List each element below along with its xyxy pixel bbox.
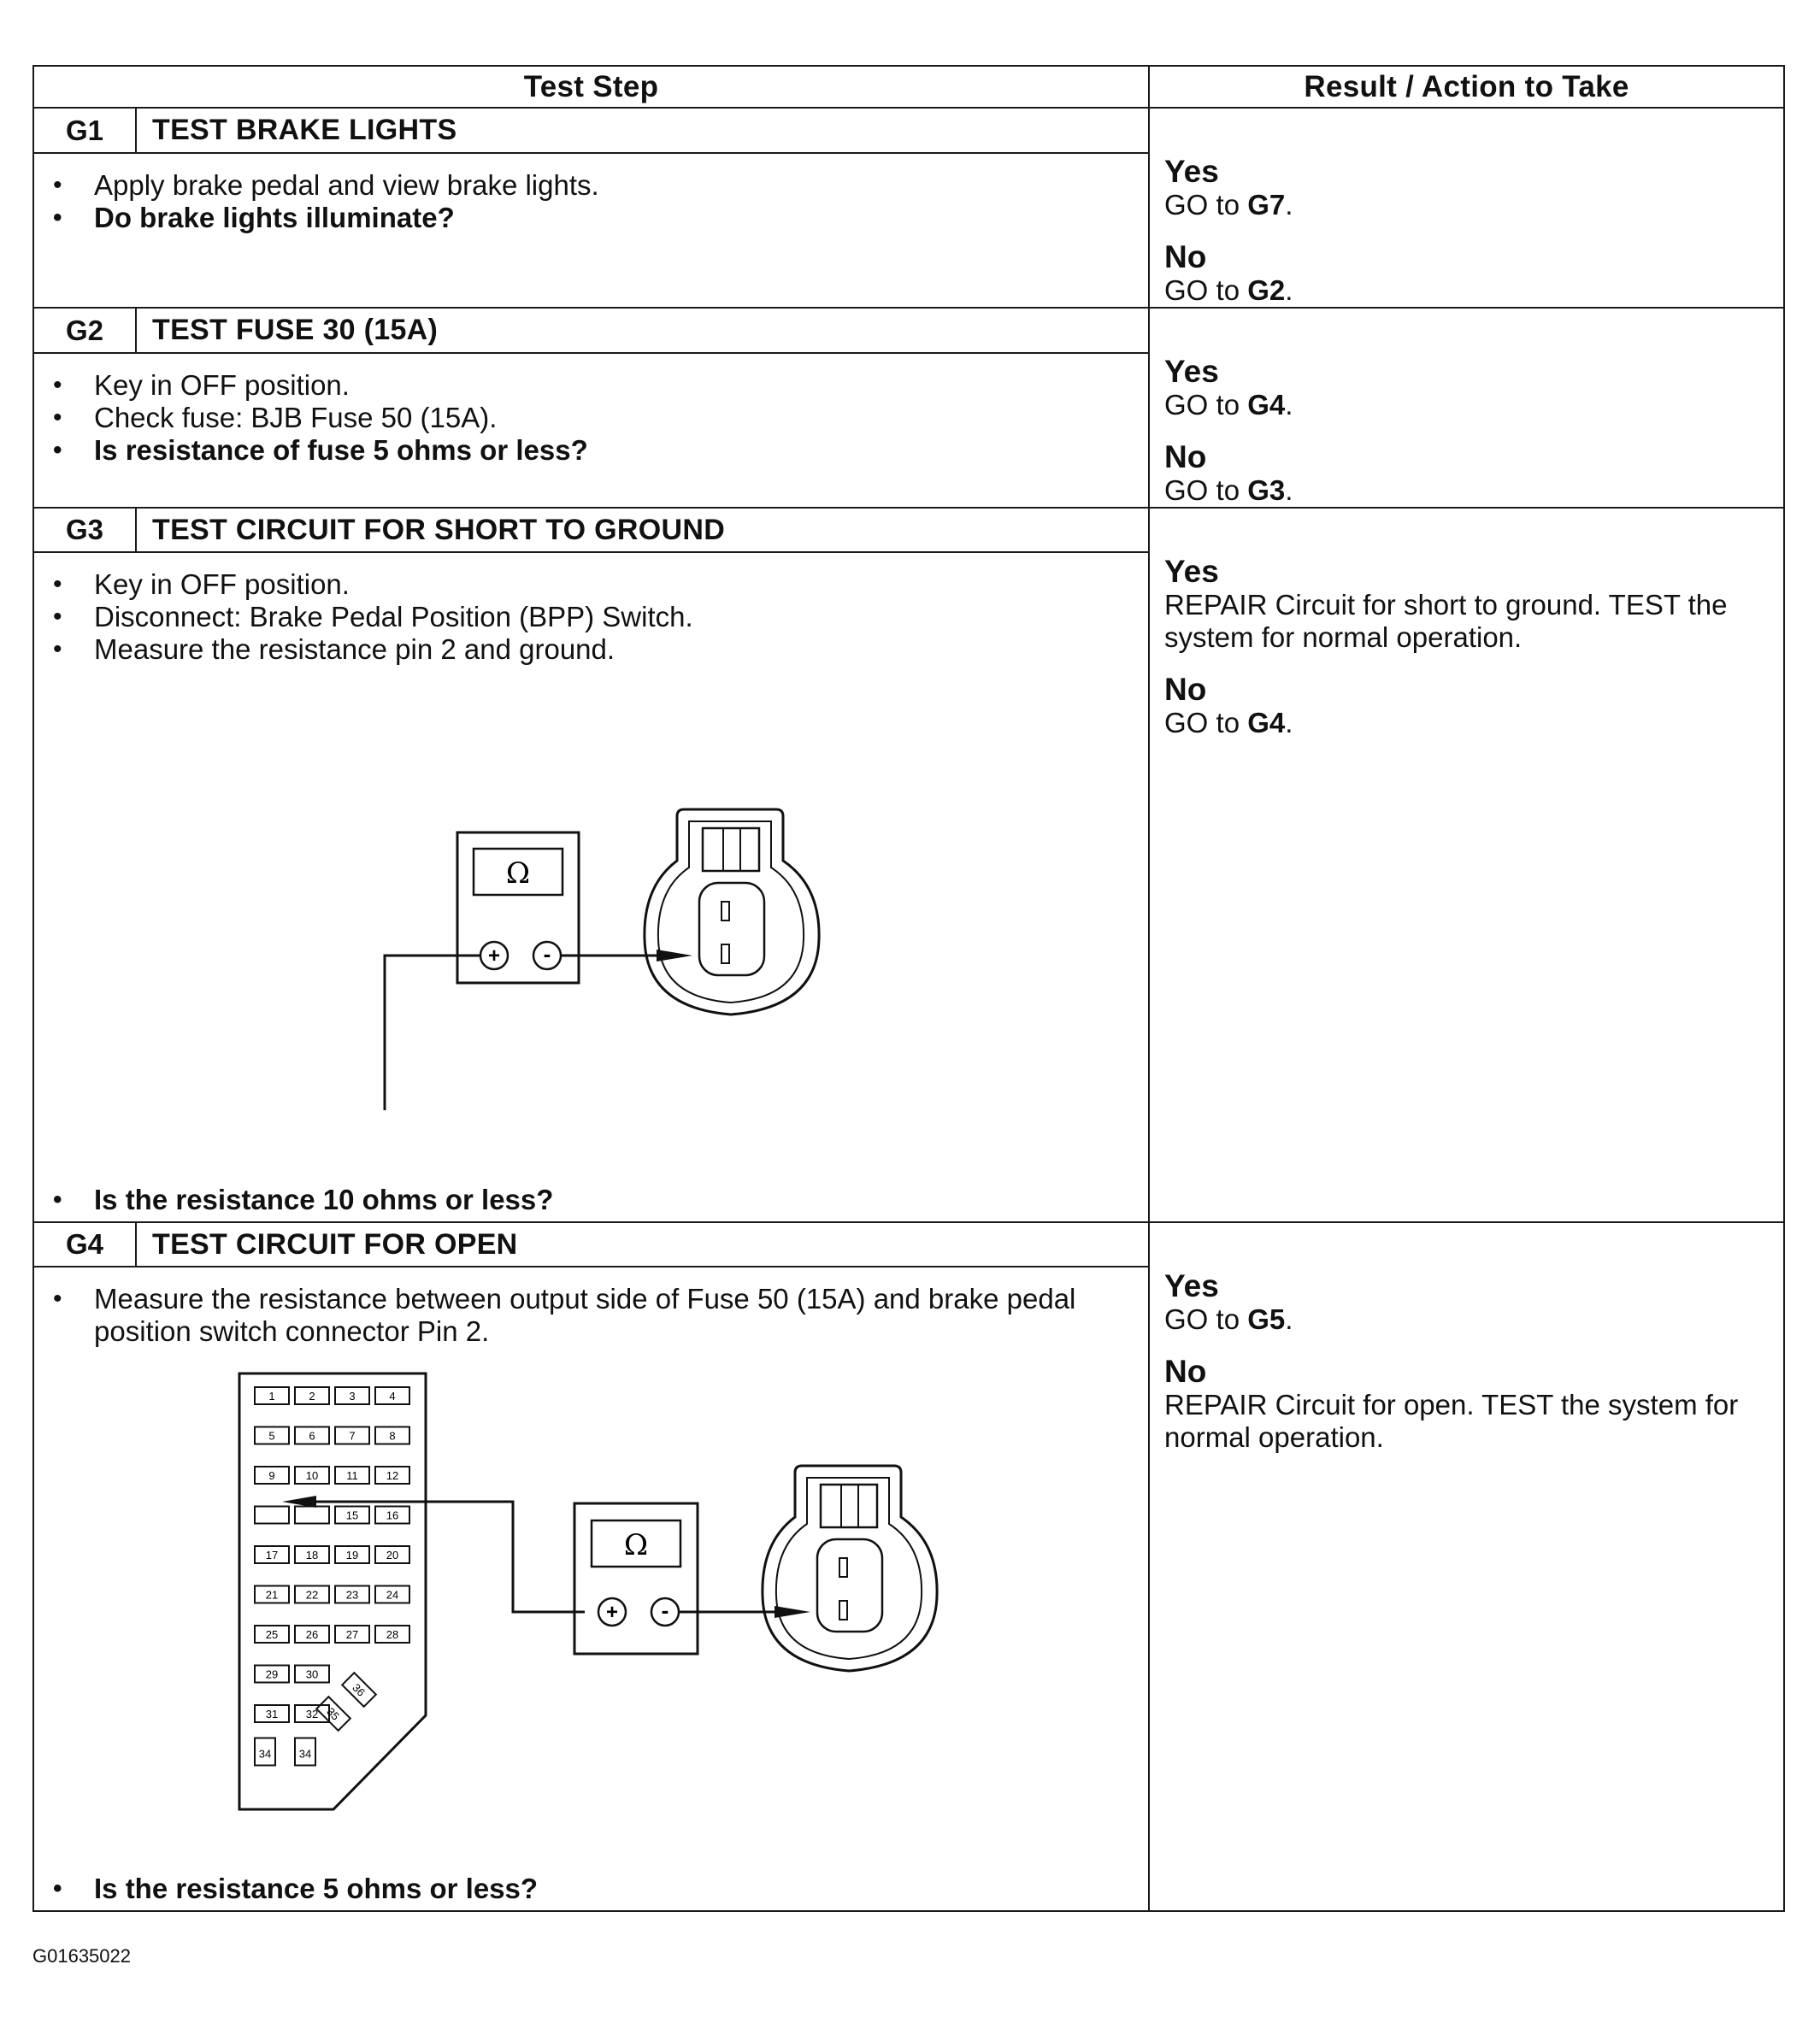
fuse-number: 11 <box>346 1469 358 1482</box>
ohmmeter <box>457 832 579 983</box>
no-action: GO to G2. <box>1164 274 1293 306</box>
step-id-g2: G2 <box>33 308 136 353</box>
short-to-ground-diagram <box>34 666 1146 1110</box>
yes-label: Yes <box>1164 354 1219 389</box>
step-title-g1: TEST BRAKE LIGHTS <box>136 108 1149 153</box>
instruction: • Measure the resistance pin 2 and ground. <box>34 633 1131 666</box>
fuse-grid <box>255 1387 409 1766</box>
fuse-number: 7 <box>349 1429 356 1443</box>
plus-sign: + <box>487 944 501 968</box>
no-label: No <box>1164 672 1207 707</box>
fuse-number: 25 <box>265 1628 279 1641</box>
question: • Is the resistance 10 ohms or less? <box>34 1184 1148 1216</box>
step-title-g2: TEST FUSE 30 (15A) <box>136 308 1149 353</box>
minus-sign: - <box>543 941 551 967</box>
fuse-number: 35 <box>324 1704 343 1723</box>
step-body-g2 <box>33 353 1149 508</box>
fuse-number: 15 <box>345 1509 359 1522</box>
fuse-number: 18 <box>305 1549 319 1562</box>
ground-lead <box>385 956 480 1110</box>
ohmmeter <box>574 1503 698 1654</box>
fuse-number: 21 <box>265 1588 279 1602</box>
result-header: Result / Action to Take <box>1149 66 1784 108</box>
figure-id: G01635022 <box>32 1945 131 1967</box>
fuse-number: 5 <box>268 1429 275 1443</box>
fuse-number: 24 <box>386 1588 399 1602</box>
fuse-number: 6 <box>309 1429 315 1443</box>
result-g3 <box>1149 508 1784 1222</box>
question: • Is the resistance 5 ohms or less? <box>34 1873 1148 1905</box>
fuse-number: 10 <box>305 1469 319 1482</box>
fuse-number: 16 <box>386 1509 399 1522</box>
minus-sign: - <box>661 1597 669 1623</box>
fuse-number: 19 <box>345 1549 359 1562</box>
question: • Do brake lights illuminate? <box>34 202 1131 234</box>
step-g1-title-row <box>33 108 1784 153</box>
instruction: • Measure the resistance between output side of Fuse 50 (15A) and brake pedal position switch connector Pin 2. <box>34 1283 1131 1348</box>
fuse-number: 27 <box>345 1628 359 1641</box>
ohm-symbol: Ω <box>623 1528 649 1562</box>
fuse-number: 34 <box>298 1747 312 1761</box>
no-label: No <box>1164 239 1207 274</box>
yes-action: GO to G4. <box>1164 389 1293 421</box>
fuse-number: 30 <box>305 1667 319 1681</box>
instruction: • Disconnect: Brake Pedal Position (BPP) Switch. <box>34 601 1131 633</box>
step-body-g3 <box>33 552 1149 1222</box>
fuse-number: 3 <box>349 1390 356 1403</box>
fuse-number: 4 <box>389 1390 396 1403</box>
fuse-number: 32 <box>305 1708 319 1720</box>
yes-action: GO to G5. <box>1164 1303 1293 1335</box>
step-id-g4: G4 <box>33 1222 136 1267</box>
yes-label: Yes <box>1164 154 1219 189</box>
result-g1 <box>1149 108 1784 308</box>
diagnostic-table <box>32 65 1785 1912</box>
fuse-slot <box>295 1507 329 1524</box>
no-action: GO to G3. <box>1164 474 1293 506</box>
fuse-number: 29 <box>265 1667 279 1681</box>
fuse-number: 26 <box>305 1628 319 1641</box>
no-action: REPAIR Circuit for open. TEST the system for normal operation. <box>1164 1389 1739 1453</box>
fuse-number: 36 <box>350 1680 368 1699</box>
fuse-number: 9 <box>268 1469 275 1482</box>
plus-sign: + <box>605 1601 619 1624</box>
test-step-header: Test Step <box>33 66 1149 108</box>
step-g2-title-row <box>33 308 1784 353</box>
yes-action: GO to G7. <box>1164 189 1293 221</box>
instruction: • Key in OFF position. <box>34 568 1131 601</box>
step-title-g3: TEST CIRCUIT FOR SHORT TO GROUND <box>136 508 1149 552</box>
fuse-number: 8 <box>389 1429 396 1443</box>
step-g4-title-row <box>33 1222 1784 1267</box>
fuse-number: 2 <box>309 1390 315 1403</box>
yes-label: Yes <box>1164 554 1219 589</box>
fuse-number: 12 <box>386 1469 399 1482</box>
ohm-symbol: Ω <box>505 856 531 891</box>
bpp-switch-connector <box>763 1466 937 1671</box>
fuse-number: 28 <box>386 1628 399 1641</box>
yes-action: REPAIR Circuit for short to ground. TEST the system for normal operation. <box>1164 589 1728 653</box>
fuse-number: 31 <box>265 1708 279 1720</box>
fuse-number: 22 <box>305 1588 319 1602</box>
circuit-open-diagram <box>34 1348 1146 1826</box>
step-title-g4: TEST CIRCUIT FOR OPEN <box>136 1222 1149 1267</box>
no-action: GO to G4. <box>1164 707 1293 738</box>
result-g2 <box>1149 308 1784 508</box>
table-header-row <box>33 66 1784 108</box>
fuse-number: 20 <box>386 1549 399 1562</box>
fuse-slot-diagonal <box>342 1673 376 1707</box>
no-label: No <box>1164 439 1207 474</box>
fuse-number: 23 <box>345 1588 359 1602</box>
step-g3-title-row <box>33 508 1784 552</box>
instruction: • Key in OFF position. <box>34 369 1131 402</box>
no-label: No <box>1164 1354 1207 1389</box>
fuse-slot <box>255 1507 289 1524</box>
fuse-slot-diagonal <box>316 1697 350 1731</box>
instruction: • Apply brake pedal and view brake lights. <box>34 169 1131 202</box>
yes-label: Yes <box>1164 1268 1219 1303</box>
step-id-g3: G3 <box>33 508 136 552</box>
step-body-g4 <box>33 1267 1149 1911</box>
fuse-number: 17 <box>265 1549 279 1562</box>
fuse-number: 34 <box>258 1747 272 1761</box>
bpp-switch-connector <box>645 809 819 1015</box>
fuse-number: 1 <box>268 1390 275 1403</box>
result-g4 <box>1149 1222 1784 1911</box>
step-body-g1 <box>33 153 1149 308</box>
question: • Is resistance of fuse 5 ohms or less? <box>34 434 1131 467</box>
step-id-g1: G1 <box>33 108 136 153</box>
instruction: • Check fuse: BJB Fuse 50 (15A). <box>34 402 1131 434</box>
